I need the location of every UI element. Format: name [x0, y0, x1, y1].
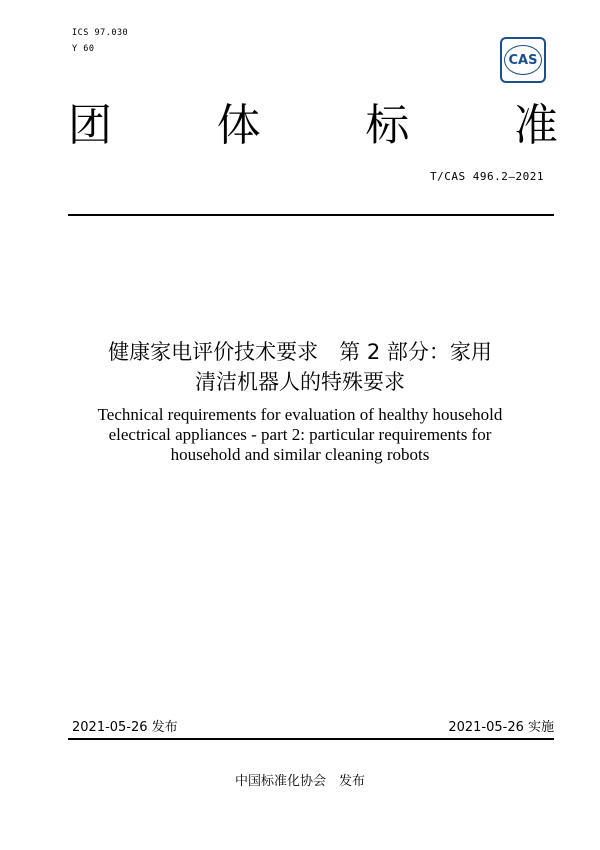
top-divider [68, 214, 554, 216]
title-en-line-1: Technical requirements for evaluation of healthy household [97, 405, 503, 424]
standard-type-char: 标 [365, 100, 410, 151]
issuer: 中国标准化协会 发布 [234, 774, 365, 789]
standard-type-char: 准 [513, 100, 558, 151]
title-zh-line-1: 健康家电评价技术要求 第 2 部分：家用 [108, 340, 492, 364]
ccs-code: Y 60 [72, 44, 95, 54]
standard-type-char: 体 [216, 100, 261, 151]
title-en-line-3: household and similar cleaning robots [170, 445, 430, 464]
bottom-divider [68, 738, 554, 740]
ics-code: ICS 97.030 [72, 28, 129, 38]
standard-number: T/CAS 496.2—2021 [430, 170, 544, 183]
standard-type-heading [68, 96, 558, 156]
publish-date: 2021-05-26 发布 [72, 720, 178, 735]
title-en-line-2: electrical appliances - part 2: particular requirements for [108, 425, 492, 444]
standard-type-char: 团 [68, 100, 112, 151]
implement-date: 2021-05-26 实施 [448, 720, 554, 735]
cas-logo-emblem [504, 45, 542, 75]
cas-logo-text: CAS [508, 52, 538, 68]
cas-logo [500, 37, 546, 83]
title-zh-line-2: 清洁机器人的特殊要求 [195, 370, 405, 394]
